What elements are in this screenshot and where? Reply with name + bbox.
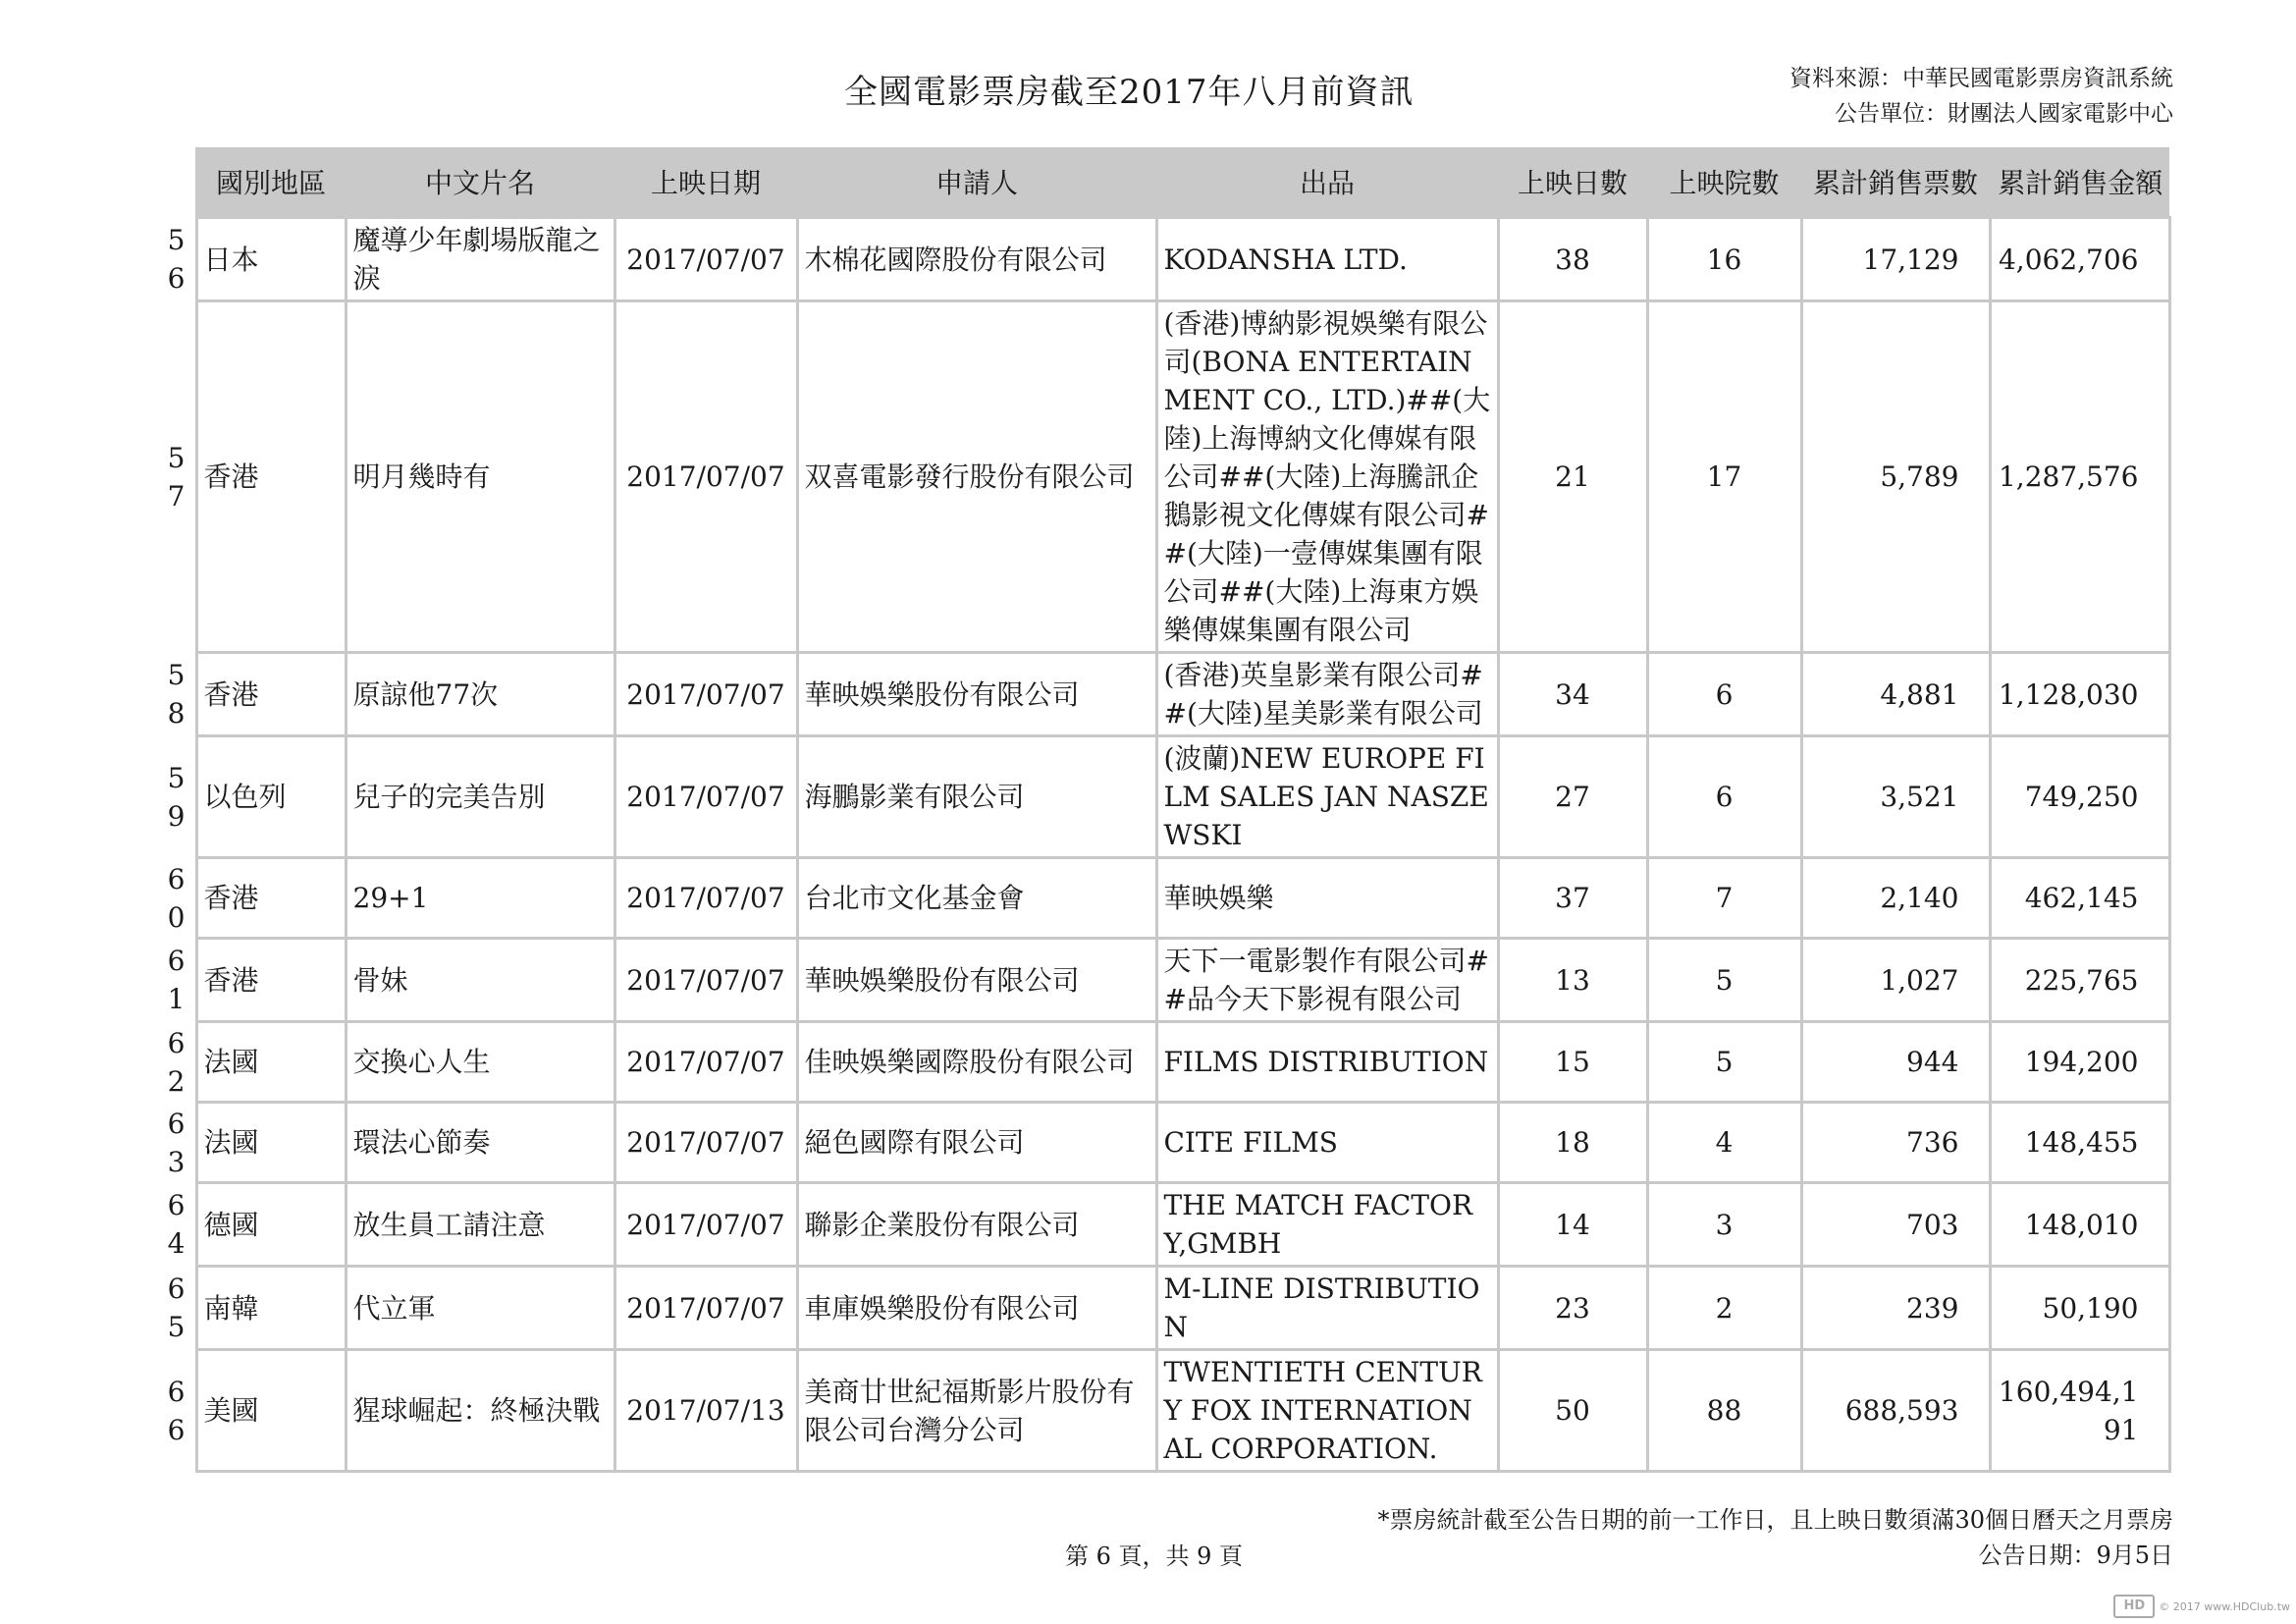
header-amount: 累計銷售金額: [1990, 147, 2169, 218]
cell-date: 2017/07/07: [614, 1267, 797, 1350]
cell-theaters: 88: [1647, 1350, 1801, 1472]
cell-country: 美國: [196, 1350, 346, 1472]
table-row: [147, 736, 2169, 858]
table-body: [147, 218, 2169, 1472]
cell-tickets: 736: [1801, 1103, 1990, 1183]
row-index: 64: [167, 1189, 186, 1260]
cell-amount: 225,765: [1990, 939, 2169, 1022]
table-row: [147, 301, 2169, 653]
cell-date: 2017/07/07: [614, 939, 797, 1022]
cell-days: 14: [1498, 1183, 1647, 1267]
cell-theaters: 7: [1647, 858, 1801, 939]
cell-date: 2017/07/07: [614, 218, 797, 301]
cell-amount: 148,010: [1990, 1183, 2169, 1267]
table-row: [147, 1103, 2169, 1183]
cell-applicant: 聯影企業股份有限公司: [797, 1183, 1156, 1267]
cell-title: 原諒他77次: [346, 653, 614, 736]
cell-days: 15: [1498, 1022, 1647, 1103]
header-country: 國別地區: [196, 147, 346, 218]
cell-date: 2017/07/07: [614, 1022, 797, 1103]
page-number: 第 6 頁，共 9 頁: [1065, 1543, 1244, 1570]
cell-producer: KODANSHA LTD.: [1156, 218, 1498, 301]
cell-days: 38: [1498, 218, 1647, 301]
cell-days: 23: [1498, 1267, 1647, 1350]
cell-producer: M-LINE DISTRIBUTION: [1156, 1267, 1498, 1350]
cell-amount: 462,145: [1990, 858, 2169, 939]
box-office-table: [147, 147, 2171, 1473]
statistics-note: *票房統計截至公告日期的前一工作日，且上映日數須滿30個日曆天之月票房: [1377, 1506, 2173, 1534]
cell-tickets: 703: [1801, 1183, 1990, 1267]
box-office-table-container: [147, 147, 2171, 1473]
row-index: 58: [167, 659, 186, 730]
cell-theaters: 17: [1647, 301, 1801, 653]
cell-amount: 194,200: [1990, 1022, 2169, 1103]
cell-country: 南韓: [196, 1267, 346, 1350]
row-index: 63: [167, 1107, 186, 1178]
cell-amount: 4,062,706: [1990, 218, 2169, 301]
source-line: 資料來源：中華民國電影票房資訊系統: [1789, 66, 2173, 91]
cell-tickets: 239: [1801, 1267, 1990, 1350]
cell-title: 明月幾時有: [346, 301, 614, 653]
publisher-line: 公告單位：財團法人國家電影中心: [1835, 101, 2173, 127]
cell-days: 18: [1498, 1103, 1647, 1183]
cell-country: 日本: [196, 218, 346, 301]
table-row: [147, 218, 2169, 301]
cell-applicant: 華映娛樂股份有限公司: [797, 939, 1156, 1022]
cell-producer: (波蘭)NEW EUROPE FILM SALES JAN NASZEWSKI: [1156, 736, 1498, 858]
header-theaters: 上映院數: [1647, 147, 1801, 218]
watermark: [2113, 1595, 2290, 1618]
watermark-logo: HD: [2113, 1595, 2155, 1618]
cell-applicant: 海鵬影業有限公司: [797, 736, 1156, 858]
cell-producer: CITE FILMS: [1156, 1103, 1498, 1183]
cell-tickets: 4,881: [1801, 653, 1990, 736]
cell-date: 2017/07/13: [614, 1350, 797, 1472]
header-tickets: 累計銷售票數: [1801, 147, 1990, 218]
table-row: [147, 1350, 2169, 1472]
cell-tickets: 688,593: [1801, 1350, 1990, 1472]
cell-producer: FILMS DISTRIBUTION: [1156, 1022, 1498, 1103]
cell-applicant: 木棉花國際股份有限公司: [797, 218, 1156, 301]
row-index: 60: [167, 862, 186, 934]
cell-title: 猩球崛起：終極決戰: [346, 1350, 614, 1472]
cell-producer: THE MATCH FACTORY,GMBH: [1156, 1183, 1498, 1267]
cell-country: 香港: [196, 858, 346, 939]
cell-date: 2017/07/07: [614, 653, 797, 736]
header-index: [147, 147, 196, 218]
cell-applicant: 絕色國際有限公司: [797, 1103, 1156, 1183]
cell-applicant: 車庫娛樂股份有限公司: [797, 1267, 1156, 1350]
cell-date: 2017/07/07: [614, 301, 797, 653]
header-days: 上映日數: [1498, 147, 1647, 218]
cell-country: 德國: [196, 1183, 346, 1267]
cell-amount: 1,128,030: [1990, 653, 2169, 736]
table-row: [147, 1022, 2169, 1103]
cell-producer: (香港)英皇影業有限公司##(大陸)星美影業有限公司: [1156, 653, 1498, 736]
watermark-text: © 2017 www.HDClub.tw: [2159, 1599, 2290, 1613]
cell-title: 骨妹: [346, 939, 614, 1022]
cell-days: 50: [1498, 1350, 1647, 1472]
cell-applicant: 台北市文化基金會: [797, 858, 1156, 939]
row-index: 66: [167, 1375, 186, 1446]
cell-theaters: 2: [1647, 1267, 1801, 1350]
cell-days: 13: [1498, 939, 1647, 1022]
table-row: [147, 1267, 2169, 1350]
cell-amount: 50,190: [1990, 1267, 2169, 1350]
cell-country: 香港: [196, 939, 346, 1022]
cell-country: 法國: [196, 1022, 346, 1103]
row-index: 59: [167, 761, 186, 833]
cell-applicant: 美商廿世紀福斯影片股份有限公司台灣分公司: [797, 1350, 1156, 1472]
row-index: 61: [167, 945, 186, 1015]
cell-days: 34: [1498, 653, 1647, 736]
cell-title: 代立軍: [346, 1267, 614, 1350]
cell-title: 兒子的完美告別: [346, 736, 614, 858]
cell-title: 環法心節奏: [346, 1103, 614, 1183]
cell-amount: 1,287,576: [1990, 301, 2169, 653]
cell-tickets: 1,027: [1801, 939, 1990, 1022]
cell-producer: 華映娛樂: [1156, 858, 1498, 939]
cell-title: 放生員工請注意: [346, 1183, 614, 1267]
cell-title: 29+1: [346, 858, 614, 939]
cell-date: 2017/07/07: [614, 858, 797, 939]
cell-tickets: 944: [1801, 1022, 1990, 1103]
cell-title: 魔導少年劇場版龍之淚: [346, 218, 614, 301]
row-index: 56: [167, 224, 186, 295]
cell-tickets: 5,789: [1801, 301, 1990, 653]
cell-tickets: 2,140: [1801, 858, 1990, 939]
cell-date: 2017/07/07: [614, 1103, 797, 1183]
table-row: [147, 1183, 2169, 1267]
cell-producer: (香港)博納影視娛樂有限公司(BONA ENTERTAINMENT CO., LTD.)##(大陸)上海博納文化傳媒有限公司##(大陸)上海騰訊企鵝影視文化傳媒有限公司##(大陸)一壹傳媒集團有限公司##(大陸)上海東方娛樂傳媒集團有限公司: [1156, 301, 1498, 653]
footer-note: [1377, 1502, 2173, 1573]
source-info: [1789, 61, 2173, 132]
cell-tickets: 17,129: [1801, 218, 1990, 301]
cell-country: 以色列: [196, 736, 346, 858]
cell-days: 27: [1498, 736, 1647, 858]
cell-producer: TWENTIETH CENTURY FOX INTERNATIONAL CORPORATION.: [1156, 1350, 1498, 1472]
cell-producer: 天下一電影製作有限公司##品今天下影視有限公司: [1156, 939, 1498, 1022]
cell-applicant: 双喜電影發行股份有限公司: [797, 301, 1156, 653]
cell-theaters: 3: [1647, 1183, 1801, 1267]
cell-theaters: 6: [1647, 653, 1801, 736]
table-header-row: [147, 147, 2169, 218]
cell-applicant: 華映娛樂股份有限公司: [797, 653, 1156, 736]
row-index: 65: [167, 1272, 186, 1343]
header-title: 中文片名: [346, 147, 614, 218]
cell-days: 37: [1498, 858, 1647, 939]
table-row: [147, 939, 2169, 1022]
table-row: [147, 858, 2169, 939]
cell-amount: 148,455: [1990, 1103, 2169, 1183]
announcement-date: 公告日期：9月5日: [1978, 1542, 2173, 1569]
header-producer: 出品: [1156, 147, 1498, 218]
cell-date: 2017/07/07: [614, 1183, 797, 1267]
row-index: 62: [167, 1026, 186, 1098]
table-row: [147, 653, 2169, 736]
cell-tickets: 3,521: [1801, 736, 1990, 858]
cell-days: 21: [1498, 301, 1647, 653]
cell-country: 法國: [196, 1103, 346, 1183]
page-title: 全國電影票房截至2017年八月前資訊: [844, 73, 1415, 112]
cell-country: 香港: [196, 301, 346, 653]
cell-theaters: 6: [1647, 736, 1801, 858]
cell-date: 2017/07/07: [614, 736, 797, 858]
cell-amount: 749,250: [1990, 736, 2169, 858]
cell-amount: 160,494,191: [1990, 1350, 2169, 1472]
cell-applicant: 佳映娛樂國際股份有限公司: [797, 1022, 1156, 1103]
cell-theaters: 16: [1647, 218, 1801, 301]
header-date: 上映日期: [614, 147, 797, 218]
cell-theaters: 5: [1647, 939, 1801, 1022]
cell-theaters: 4: [1647, 1103, 1801, 1183]
header-applicant: 申請人: [797, 147, 1156, 218]
cell-country: 香港: [196, 653, 346, 736]
cell-title: 交換心人生: [346, 1022, 614, 1103]
cell-theaters: 5: [1647, 1022, 1801, 1103]
row-index: 57: [167, 441, 186, 513]
